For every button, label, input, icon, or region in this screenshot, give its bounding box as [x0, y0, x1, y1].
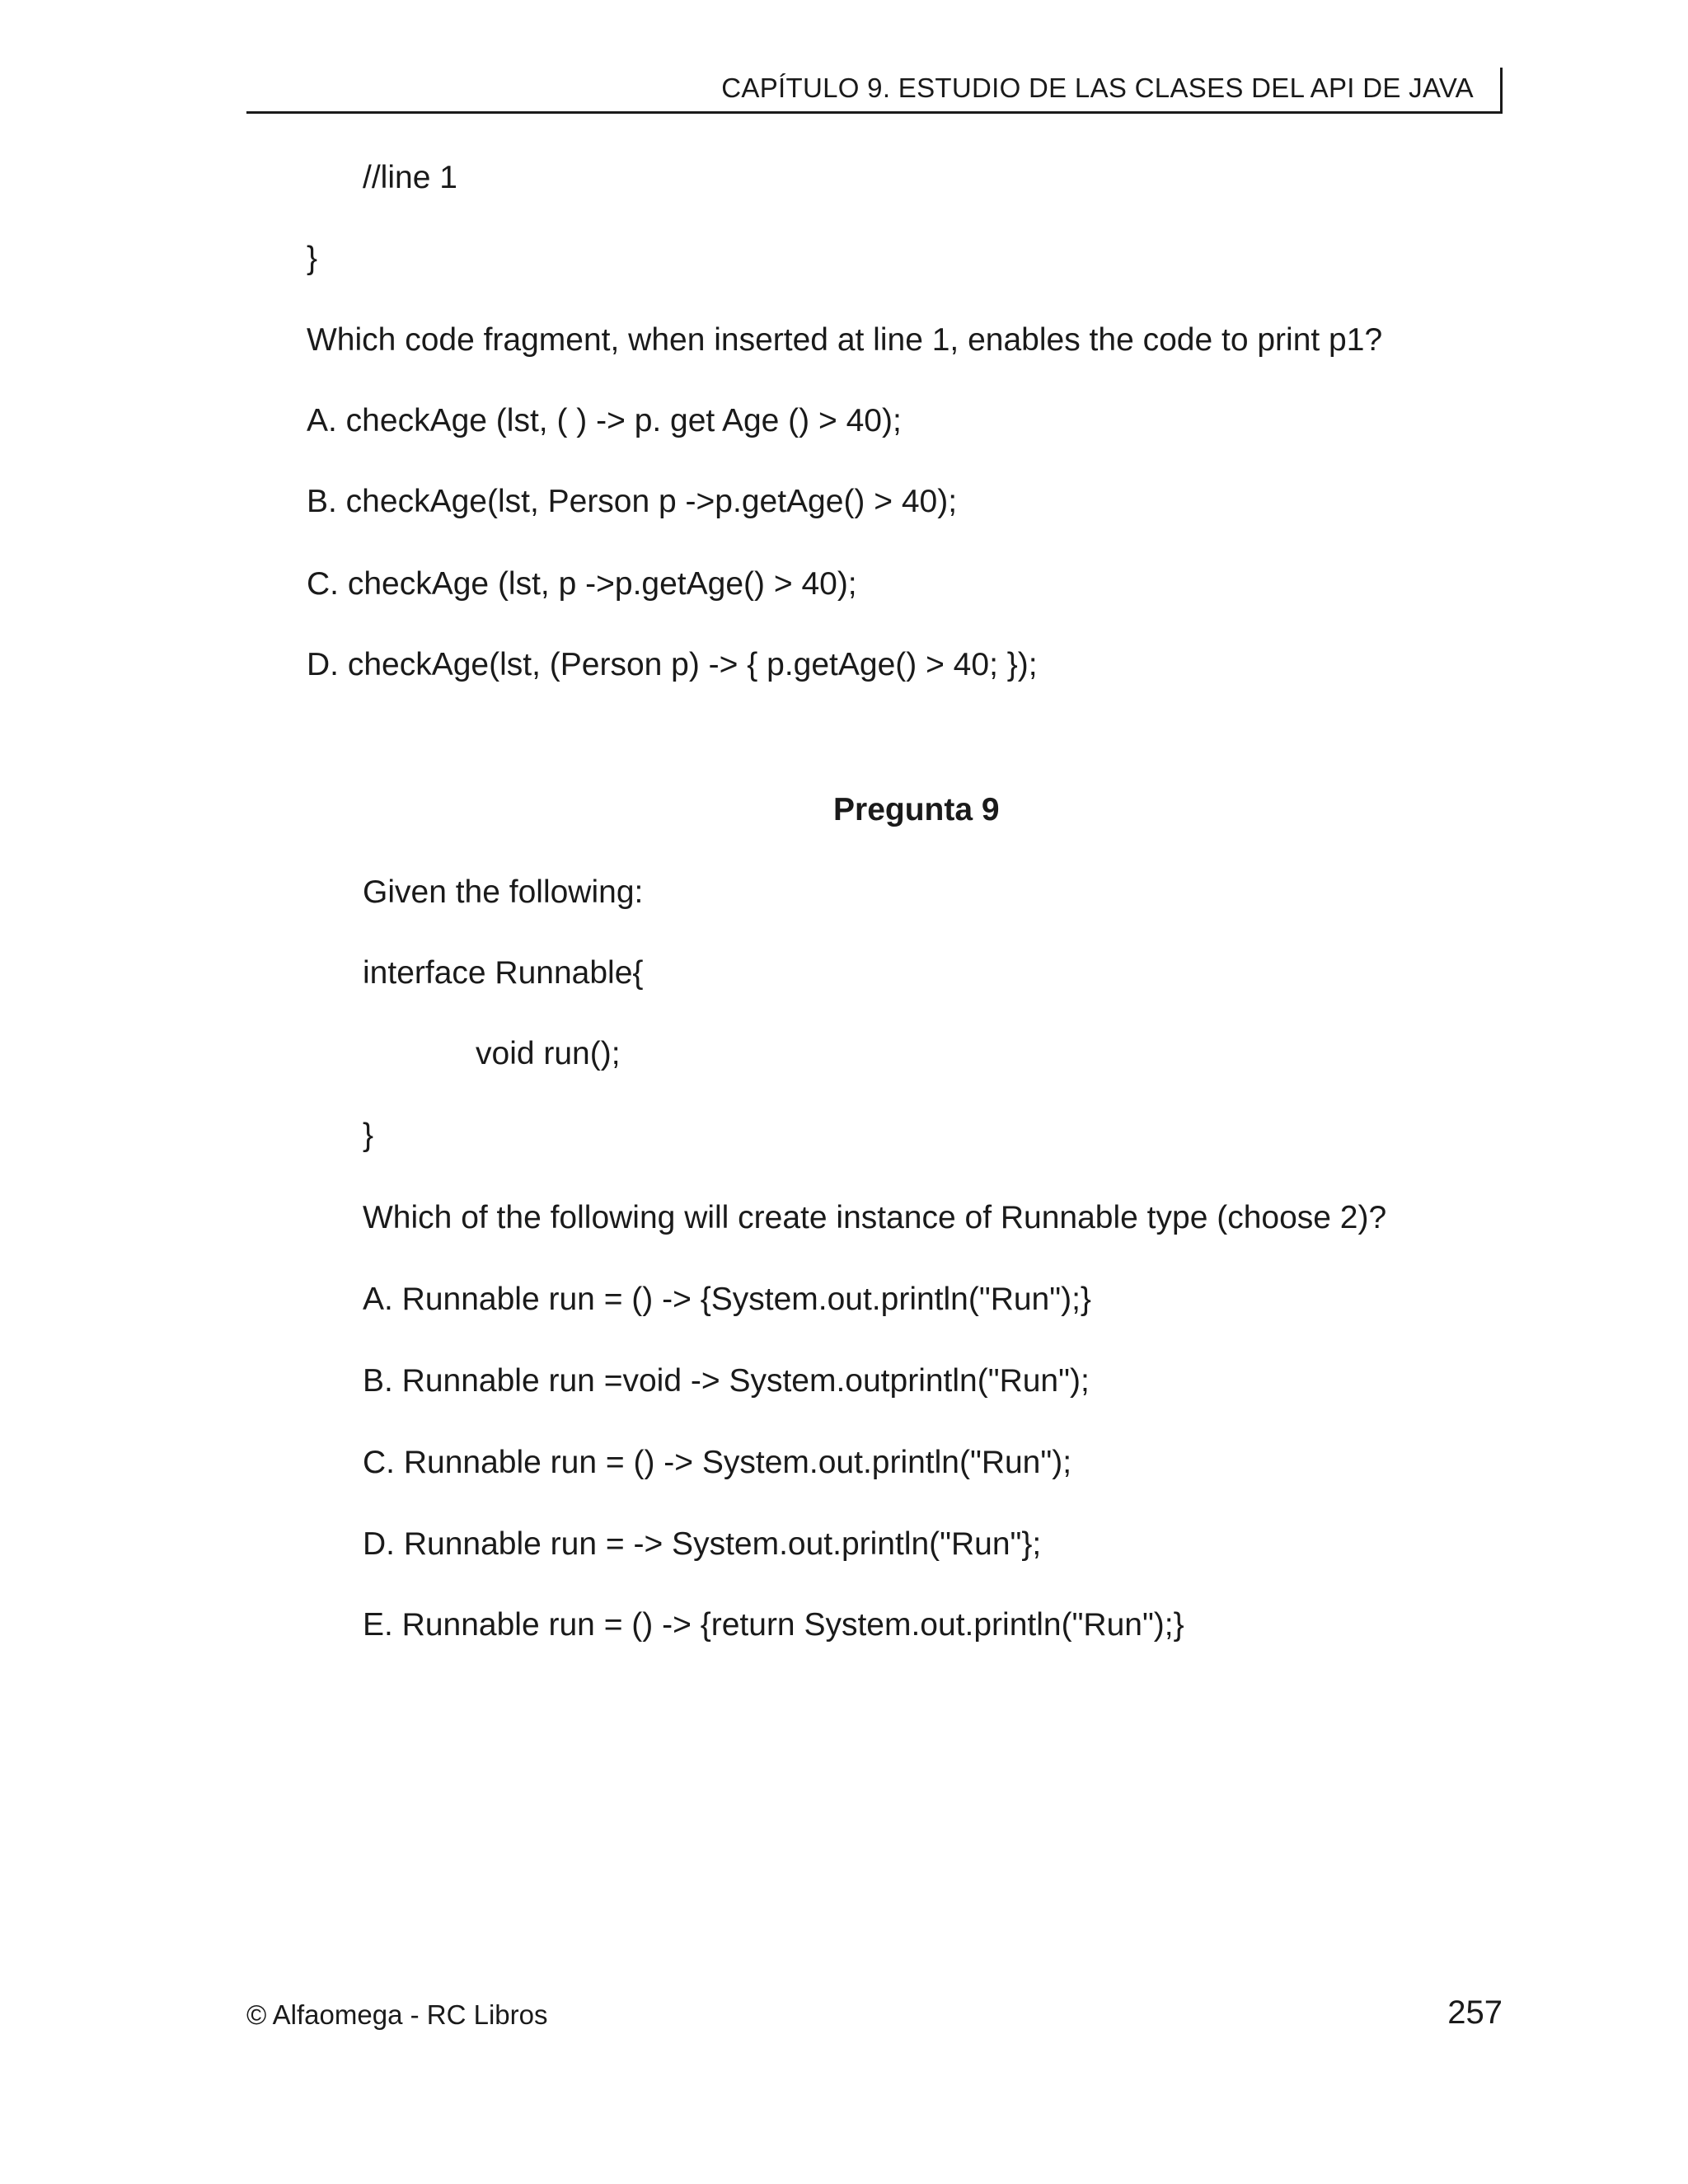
answer-option-c: C. Runnable run = () -> System.out.println("Run"); [363, 1445, 1072, 1480]
answer-option-e: E. Runnable run = () -> {return System.out.println("Run");} [363, 1607, 1184, 1643]
code-line-interface: interface Runnable{ [363, 955, 644, 991]
question-intro: Given the following: [363, 874, 644, 910]
question-prompt: Which of the following will create instance of Runnable type (choose 2)? [363, 1200, 1387, 1235]
answer-option-d: D. checkAge(lst, (Person p) -> { p.getAge() > 40; }); [307, 647, 1038, 682]
code-closing-brace: } [307, 241, 318, 276]
code-line-method: void run(); [476, 1036, 621, 1071]
answer-option-d: D. Runnable run = -> System.out.println("Run"}; [363, 1526, 1042, 1562]
answer-option-b: B. checkAge(lst, Person p ->p.getAge() > 40); [307, 484, 958, 519]
page-number: 257 [1447, 1994, 1503, 2031]
answer-option-b: B. Runnable run =void -> System.outprintln("Run"); [363, 1363, 1090, 1399]
answer-option-a: A. checkAge (lst, ( ) -> p. get Age () > 40); [307, 403, 902, 438]
question-heading: Pregunta 9 [833, 792, 1000, 827]
chapter-title: CAPÍTULO 9. ESTUDIO DE LAS CLASES DEL API DE JAVA [721, 73, 1474, 103]
footer-copyright: © Alfaomega - RC Libros [246, 1999, 548, 2030]
code-comment-line: //line 1 [363, 160, 457, 195]
page-header [246, 68, 1503, 114]
question-prompt: Which code fragment, when inserted at line 1, enables the code to print p1? [307, 322, 1383, 358]
code-line-closing-brace: } [363, 1118, 374, 1153]
answer-option-a: A. Runnable run = () -> {System.out.println("Run");} [363, 1282, 1091, 1317]
answer-option-c: C. checkAge (lst, p ->p.getAge() > 40); [307, 566, 857, 602]
